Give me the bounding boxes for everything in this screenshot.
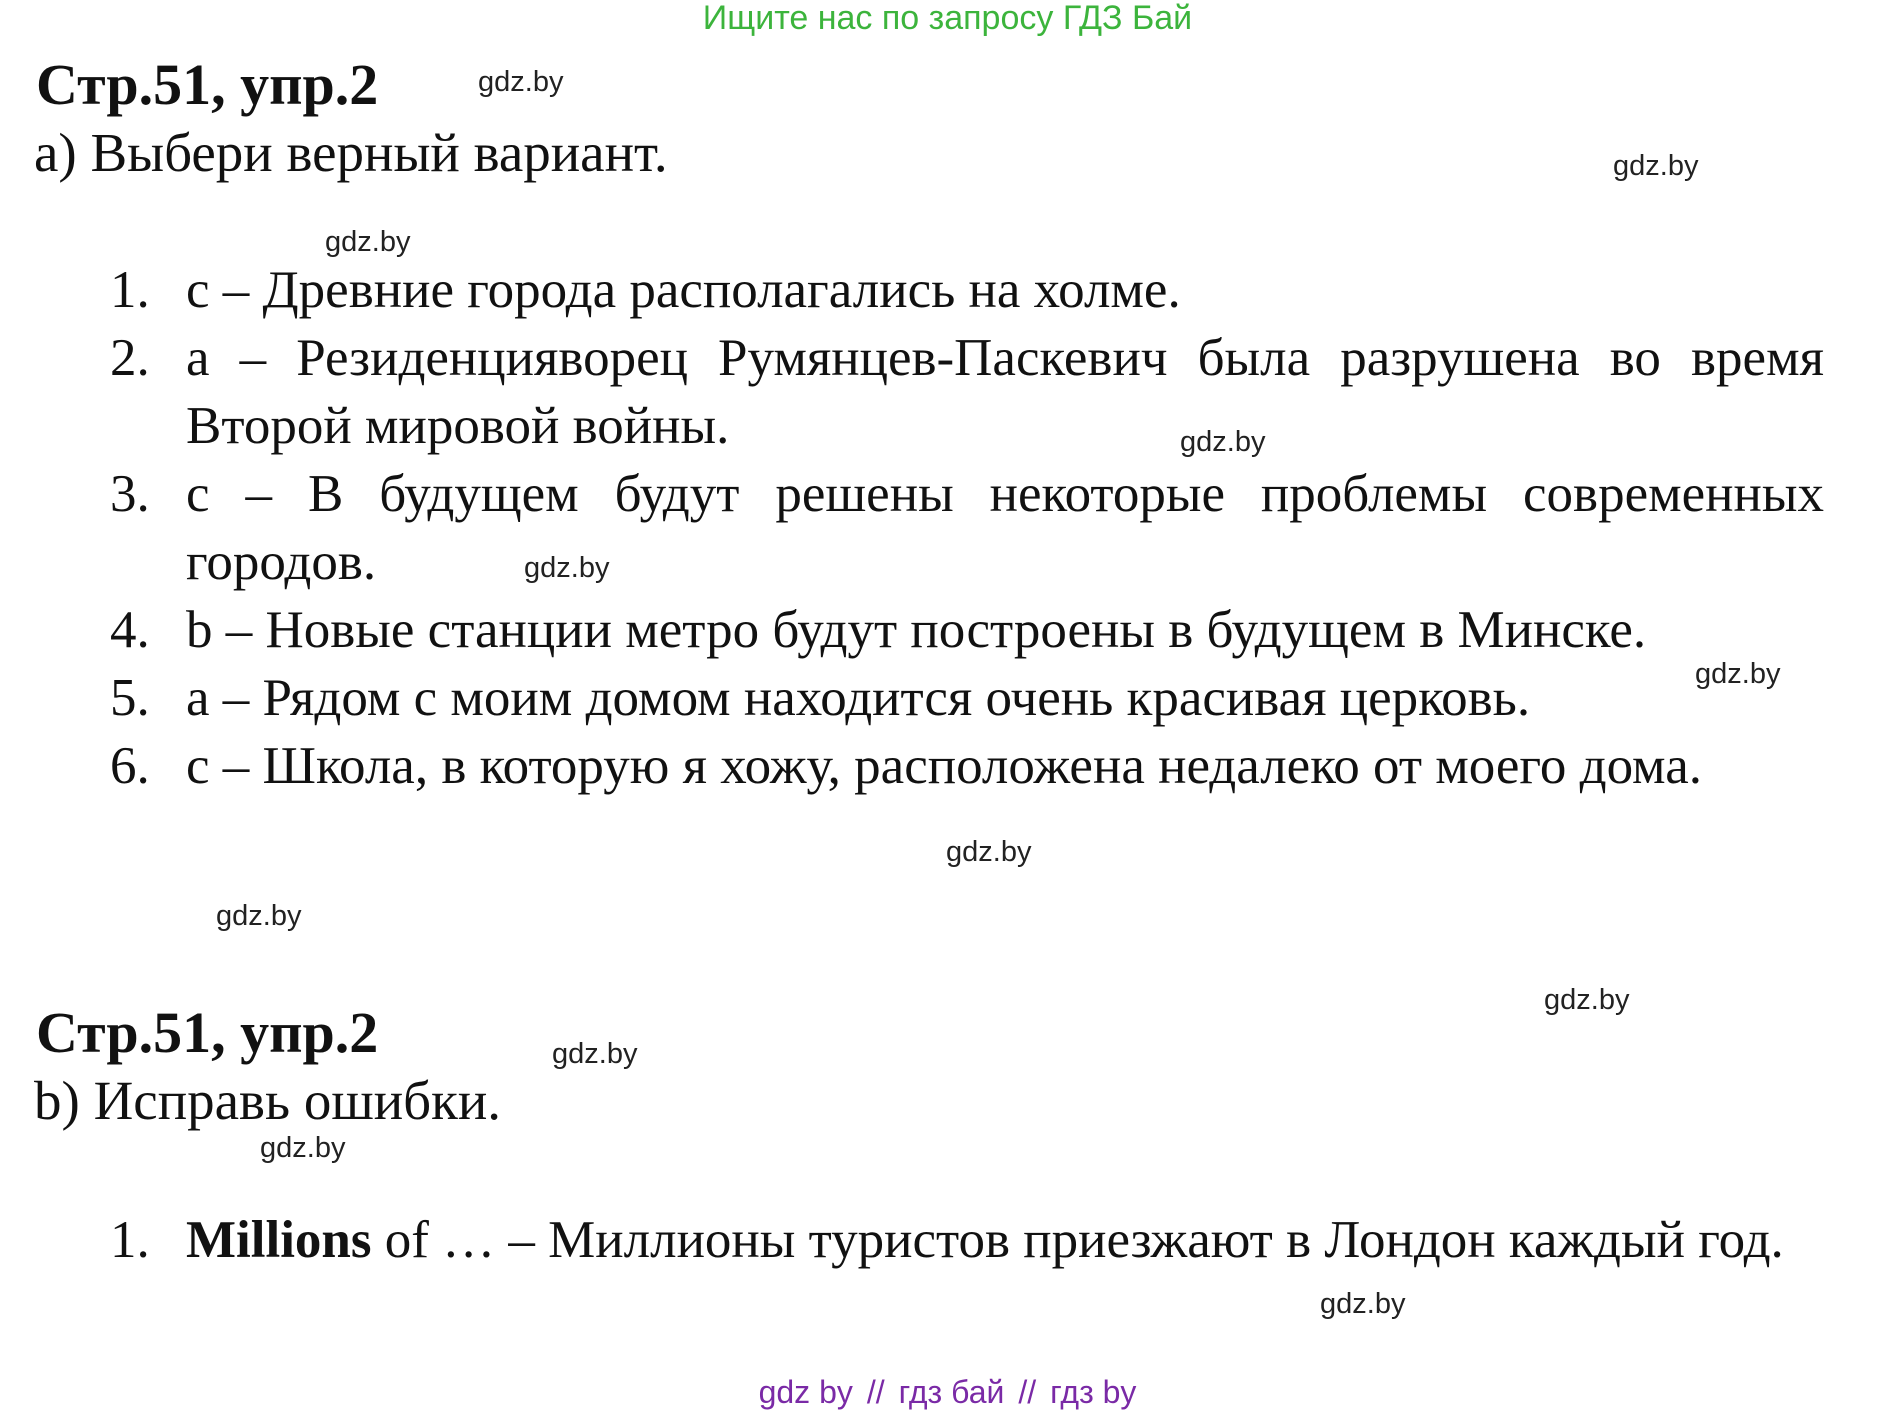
- item-text: c – Школа, в которую я хожу, расположена недалеко от моего дома.: [186, 737, 1703, 795]
- watermark: gdz.by: [1544, 984, 1630, 1016]
- list-item: [110, 460, 1824, 596]
- item-number: 2.: [110, 329, 150, 387]
- item-bold-word: Millions: [186, 1211, 372, 1269]
- footer-separator: //: [866, 1374, 885, 1410]
- watermark: gdz.by: [1613, 150, 1699, 182]
- list-item: [110, 664, 1824, 732]
- watermark: gdz.by: [1695, 658, 1781, 690]
- item-text: b – Новые станции метро будут построены в будущем в Минске.: [186, 601, 1647, 659]
- list-item: [110, 596, 1824, 664]
- item-number: 5.: [110, 669, 150, 727]
- item-text: c – В будущем будут решены некоторые проблемы современных городов.: [186, 465, 1824, 591]
- section-a-answer-list: [110, 256, 1824, 800]
- section-b-heading: Стр.51, упр.2: [36, 1000, 379, 1065]
- item-text: c – Древние города располагались на холме.: [186, 261, 1181, 319]
- watermark: gdz.by: [325, 226, 411, 258]
- item-number: 3.: [110, 465, 150, 523]
- list-item: [110, 1206, 1824, 1274]
- section-a-task: a) Выбери верный вариант.: [34, 122, 668, 183]
- section-b-answer-list: [110, 1206, 1824, 1274]
- watermark: gdz.by: [524, 552, 610, 584]
- watermark: gdz.by: [1180, 426, 1266, 458]
- list-item: [110, 732, 1824, 800]
- section-a-heading: Стр.51, упр.2: [36, 52, 379, 117]
- list-item: [110, 324, 1824, 460]
- item-text: [186, 1206, 1824, 1274]
- section-b-task: b) Исправь ошибки.: [34, 1070, 502, 1131]
- watermark: gdz.by: [1320, 1288, 1406, 1320]
- item-number: 1.: [110, 1211, 150, 1269]
- footer-separator: //: [1018, 1374, 1037, 1410]
- top-banner: Ищите нас по запросу ГДЗ Бай: [702, 0, 1193, 37]
- item-number: 4.: [110, 601, 150, 659]
- watermark: gdz.by: [946, 836, 1032, 868]
- watermark: gdz.by: [552, 1038, 638, 1070]
- footer-watermark: [0, 1374, 1895, 1410]
- list-item: [110, 256, 1824, 324]
- footer-part-1: gdz by: [758, 1374, 853, 1410]
- item-number: 6.: [110, 737, 150, 795]
- item-rest-text: of … – Миллионы туристов приезжают в Лондон каждый год.: [371, 1211, 1784, 1269]
- watermark: gdz.by: [260, 1132, 346, 1164]
- item-text: a – Рядом с моим домом находится очень красивая церковь.: [186, 669, 1531, 727]
- footer-part-2: гдз бай: [898, 1374, 1005, 1410]
- watermark: gdz.by: [478, 66, 564, 98]
- item-text: a – Резиденцияворец Румянцев-Паскевич была разрушена во время Второй мировой войны.: [186, 329, 1824, 455]
- footer-part-3: гдз by: [1050, 1374, 1137, 1410]
- watermark: gdz.by: [216, 900, 302, 932]
- item-number: 1.: [110, 261, 150, 319]
